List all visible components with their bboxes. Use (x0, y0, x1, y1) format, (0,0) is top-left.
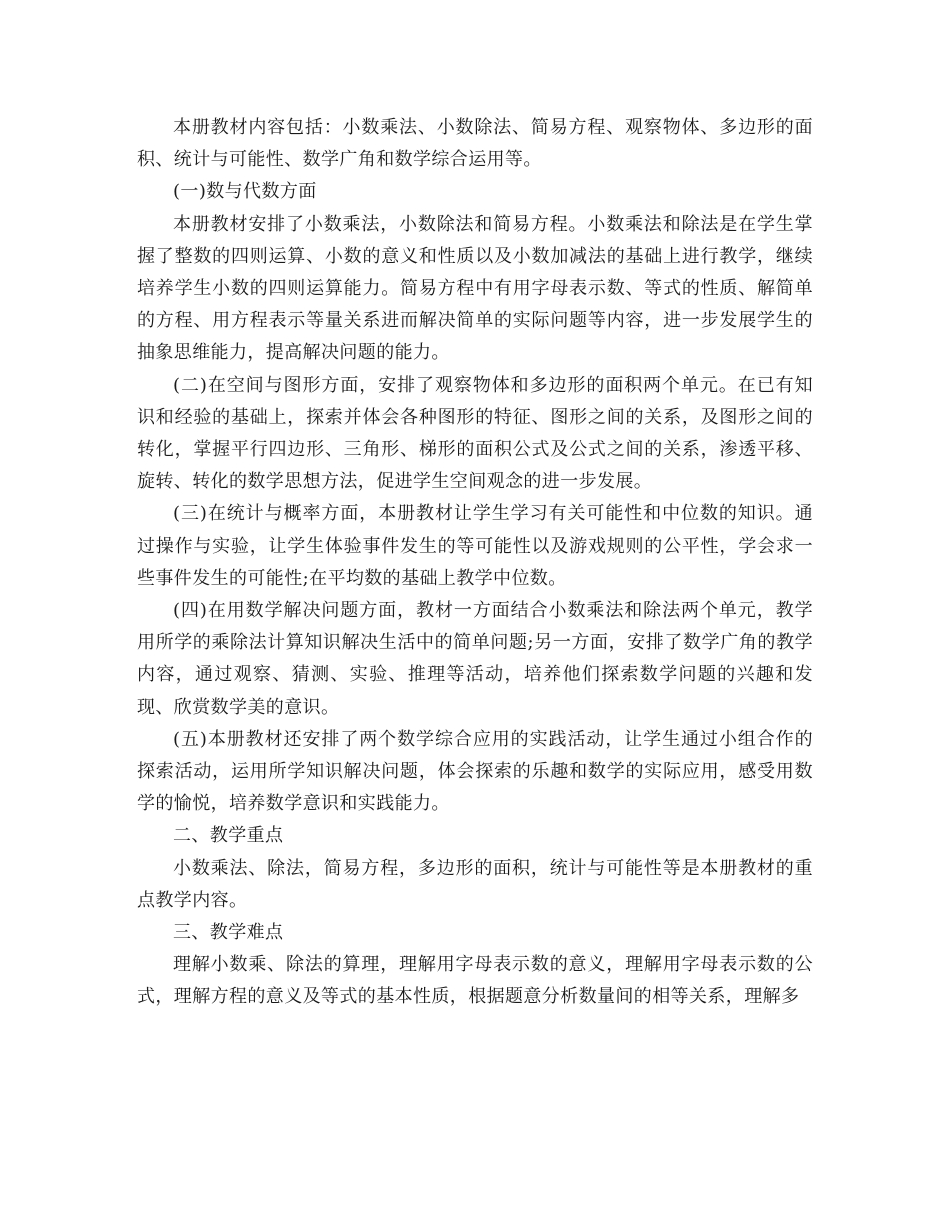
paragraph-space-geometry: (二)在空间与图形方面，安排了观察物体和多边形的面积两个单元。在已有知识和经验的基础上，探索并体会各种图形的特征、图形之间的关系，及图形之间的转化，掌握平行四边形、三角形、梯形的面积公式及公式之间的关系，渗透平移、旋转、转化的数学思想方法，促进学生空间观念的进一步发展。 (137, 374, 813, 493)
paragraph-problem-solving: (四)在用数学解决问题方面，教材一方面结合小数乘法和除法两个单元，教学用所学的乘除法计算知识解决生活中的简单问题;另一方面，安排了数学广角的教学内容，通过观察、猜测、实验、推理等活动，培养他们探索数学问题的兴趣和发现、欣赏数学美的意识。 (137, 600, 813, 718)
document-page (137, 112, 813, 1014)
paragraph-intro: 本册教材内容包括：小数乘法、小数除法、简易方程、观察物体、多边形的面积、统计与可能性、数学广角和数学综合运用等。 (137, 117, 813, 171)
paragraph-number-algebra: 本册教材安排了小数乘法，小数除法和简易方程。小数乘法和除法是在学生掌握了整数的四则运算、小数的意义和性质以及小数加减法的基础上进行教学，继续培养学生小数的四则运算能力。简易方程中有用字母表示数、等式的性质、解简单的方程、用方程表示等量关系进而解决简单的实际问题等内容，进一步发展学生的抽象思维能力，提高解决问题的能力。 (137, 213, 813, 364)
heading-teaching-focus: 二、教学重点 (173, 825, 284, 847)
paragraph-teaching-difficulty: 理解小数乘、除法的算理，理解用字母表示数的意义，理解用字母表示数的公式，理解方程的意义及等式的基本性质，根据题意分析数量间的相等关系，理解多 (137, 954, 813, 1008)
heading-teaching-difficulty: 三、教学难点 (173, 922, 284, 944)
heading-number-algebra: (一)数与代数方面 (173, 181, 317, 203)
paragraph-teaching-focus: 小数乘法、除法，简易方程，多边形的面积，统计与可能性等是本册教材的重点教学内容。 (137, 857, 813, 911)
paragraph-practice-activities: (五)本册教材还安排了两个数学综合应用的实践活动，让学生通过小组合作的探索活动，运用所学知识解决问题，体会探索的乐趣和数学的实际应用，感受用数学的愉悦，培养数学意识和实践能力。 (137, 728, 813, 815)
paragraph-statistics-probability: (三)在统计与概率方面，本册教材让学生学习有关可能性和中位数的知识。通过操作与实验，让学生体验事件发生的等可能性以及游戏规则的公平性，学会求一些事件发生的可能性;在平均数的基础上教学中位数。 (137, 503, 813, 589)
